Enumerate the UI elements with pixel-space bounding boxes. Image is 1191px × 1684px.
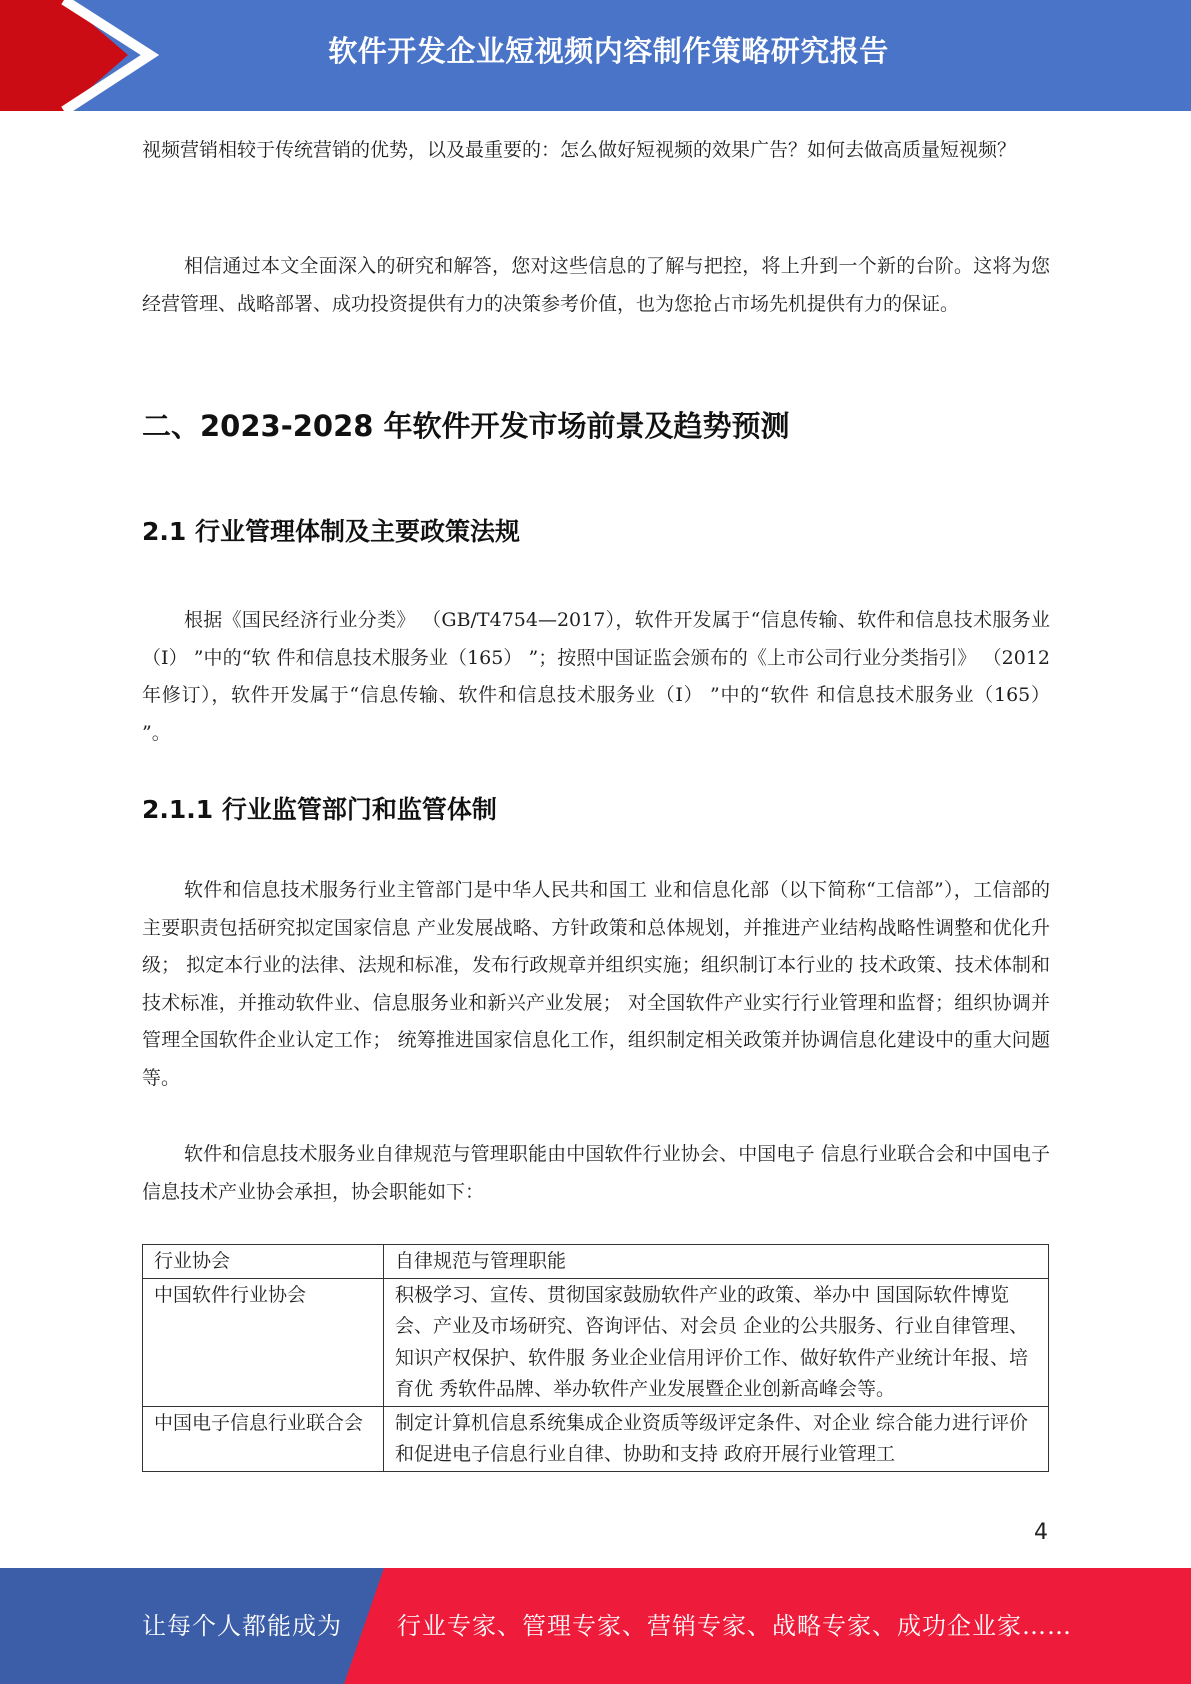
section-heading: 二、2023-2028 年软件开发市场前景及趋势预测 <box>142 409 790 443</box>
paragraph-classification: 根据《国民经济行业分类》 （GB/T4754—2017），软件开发属于“信息传输、软件和信息技术服务业（I） ”中的“软 件和信息技术服务业（165） ”；按照中国证监会颁布的《上市公司行业分类指引》 （2012 年修订），软件开发属于“信息传输、软件和信息技术服务业（I） ”中的“软件 和信息技术服务业（165） ”。 <box>142 609 1050 744</box>
table-cell-association: 中国软件行业协会 <box>143 1278 384 1406</box>
paragraph-intro-end: 视频营销相较于传统营销的优势，以及最重要的：怎么做好短视频的效果广告？如何去做高质量短视频？ <box>142 139 1017 161</box>
page-number: 4 <box>1034 1520 1048 1545</box>
header-banner <box>0 0 1191 111</box>
table-cell-duties: 制定计算机信息系统集成企业资质等级评定条件、对企业 综合能力进行评价和促进电子信息行业自律、协助和支持 政府开展行业管理工 <box>384 1406 1049 1471</box>
subsubsection-heading: 2.1.1 行业监管部门和监管体制 <box>142 795 497 824</box>
footer-slogan-left: 让每个人都能成为 <box>142 1612 342 1640</box>
report-title: 软件开发企业短视频内容制作策略研究报告 <box>328 34 889 68</box>
paragraph-value: 相信通过本文全面深入的研究和解答，您对这些信息的了解与把控，将上升到一个新的台阶。这将为您经营管理、战略部署、成功投资提供有力的决策参考价值，也为您抢占市场先机提供有力的保证。 <box>142 255 1050 315</box>
footer-banner <box>0 1568 1191 1684</box>
table-row <box>143 1278 1049 1406</box>
table-cell-duties: 积极学习、宣传、贯彻国家鼓励软件产业的政策、举办中 国国际软件博览会、产业及市场研究、咨询评估、对会员 企业的公共服务、行业自律管理、知识产权保护、软件服 务业企业信用评价工作、做好软件产业统计年报、培育优 秀软件品牌、举办软件产业发展暨企业创新高峰会等。 <box>384 1278 1049 1406</box>
table-cell-association: 中国电子信息行业联合会 <box>143 1406 384 1471</box>
footer-slogan-right: 行业专家、管理专家、营销专家、战略专家、成功企业家…… <box>397 1612 1072 1640</box>
paragraph-associations: 软件和信息技术服务业自律规范与管理职能由中国软件行业协会、中国电子 信息行业联合会和中国电子信息技术产业协会承担，协会职能如下： <box>142 1143 1050 1203</box>
subsection-heading: 2.1 行业管理体制及主要政策法规 <box>142 517 520 546</box>
table-header-cell: 行业协会 <box>143 1245 384 1279</box>
table-header-cell: 自律规范与管理职能 <box>384 1245 1049 1279</box>
table-header-row <box>143 1245 1049 1279</box>
table-row <box>143 1406 1049 1471</box>
paragraph-regulator: 软件和信息技术服务行业主管部门是中华人民共和国工 业和信息化部（以下简称“工信部”），工信部的主要职责包括研究拟定国家信息 产业发展战略、方针政策和总体规划，并推进产业结构战略性调整和优化升级； 拟定本行业的法律、法规和标准，发布行政规章并组织实施；组织制订本行业的 技术政策、技术体制和技术标准，并推动软件业、信息服务业和新兴产业发展； 对全国软件产业实行行业管理和监督；组织协调并管理全国软件企业认定工作； 统筹推进国家信息化工作，组织制定相关政策并协调信息化建设中的重大问题 等。 <box>142 879 1050 1089</box>
association-table <box>142 1244 1049 1472</box>
